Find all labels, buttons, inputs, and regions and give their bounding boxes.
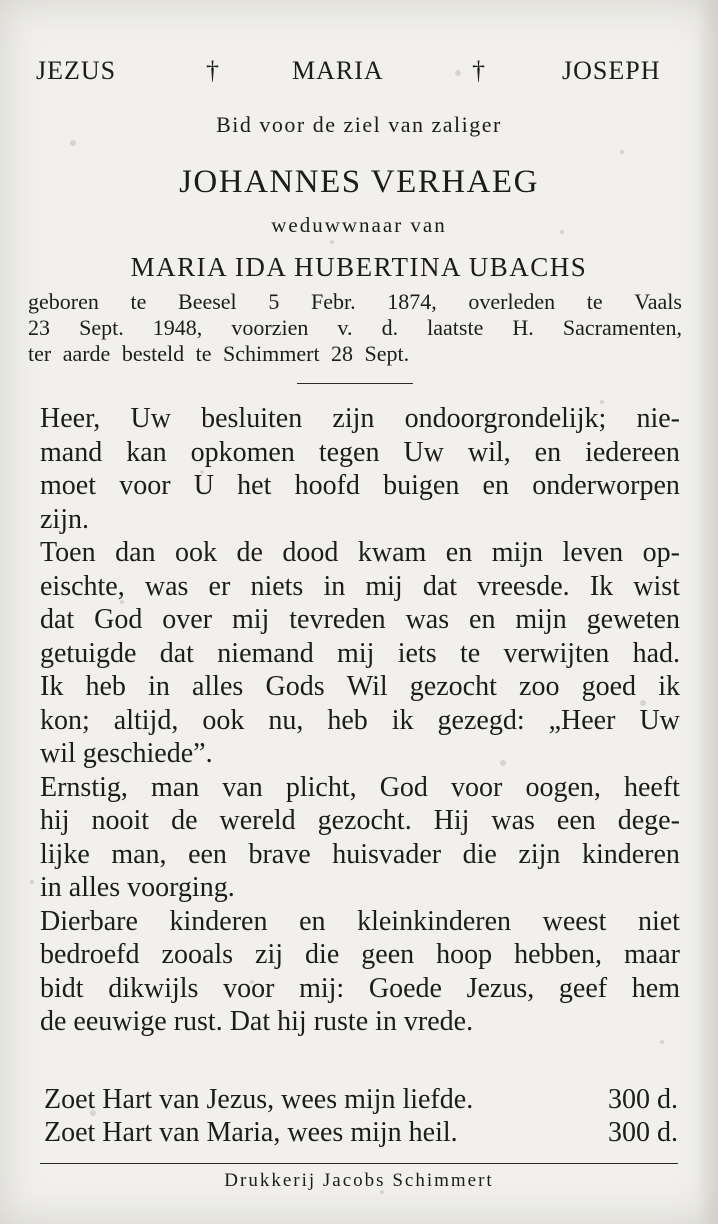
text-line: in alles voorging. <box>40 872 235 903</box>
indulgence-days: 300 d. <box>608 1117 678 1148</box>
text-line: zijn. <box>40 503 89 535</box>
paper-speck <box>500 760 506 766</box>
text-line: mand kan opkomen tegen Uw wil, en iedereen <box>40 436 680 468</box>
memorial-text <box>40 402 680 1039</box>
divider <box>297 383 413 384</box>
header-name-maria: MARIA <box>292 56 384 85</box>
prayer-request: Bid voor de ziel van zaliger <box>216 112 502 137</box>
text-line: kon; altijd, ook nu, heb ik gezegd: „Heer Uw <box>40 704 680 736</box>
text-line: Dierbare kinderen en kleinkinderen weest niet <box>40 905 680 937</box>
paper-speck <box>560 230 564 234</box>
paper-speck <box>120 600 124 604</box>
text-line: bidt dikwijls voor mij: Goede Jezus, geef hem <box>40 972 680 1004</box>
text-line: bedroefd zooals zij die geen hoop hebben, maar <box>40 939 680 970</box>
text-line: hij nooit de wereld gezocht. Hij was een dege- <box>40 805 680 836</box>
text-line: lijke man, een brave huisvader die zijn kinderen <box>40 838 680 870</box>
header-row <box>36 56 684 96</box>
prayer-text: Zoet Hart van Jezus, wees mijn liefde. <box>44 1084 474 1115</box>
deceased-name: JOHANNES VERHAEG <box>179 164 539 200</box>
paper-speck <box>600 400 604 404</box>
paper-speck <box>455 70 461 76</box>
paper-speck <box>380 1190 384 1194</box>
text-line: Ernstig, man van plicht, God voor oogen, heeft <box>40 771 680 803</box>
paper-speck <box>250 980 254 984</box>
spouse-name: MARIA IDA HUBERTINA UBACHS <box>130 252 588 282</box>
indulgence-days: 300 d. <box>608 1084 678 1115</box>
text-line: geboren te Beesel 5 Febr. 1874, overleden te Vaals <box>28 289 682 314</box>
life-dates-block <box>28 289 682 367</box>
paper-speck <box>70 140 76 146</box>
paper-speck <box>330 240 334 244</box>
text-line: ter aarde besteld te Schimmert 28 Sept. <box>28 341 410 366</box>
paper-speck <box>90 1110 96 1116</box>
indulgence-prayer <box>44 1084 680 1118</box>
header-name-joseph: JOSEPH <box>562 56 661 85</box>
text-line: dat God over mij tevreden was en mijn geweten <box>40 604 680 635</box>
text-line: Heer, Uw besluiten zijn ondoorgrondelijk; nie- <box>40 403 680 434</box>
text-line: getuigde dat niemand mij iets te verwijten had. <box>40 637 680 669</box>
paper-speck <box>620 150 624 154</box>
relation-label: weduwwnaar van <box>271 213 447 237</box>
cross-icon: † <box>206 56 220 85</box>
text-line: eischte, was er niets in mij dat vreesde. Ik wist <box>40 570 680 602</box>
indulgence-prayer <box>44 1117 680 1151</box>
text-line: Ik heb in alles Gods Wil gezocht zoo goed ik <box>40 671 680 702</box>
text-line: de eeuwige rust. Dat hij ruste in vrede. <box>40 1006 474 1037</box>
text-line: moet voor U het hoofd buigen en onderworpen <box>40 470 680 501</box>
prayer-text: Zoet Hart van Maria, wees mijn heil. <box>44 1117 458 1148</box>
paper-edge-wear <box>696 0 718 1224</box>
footer-divider <box>40 1163 678 1164</box>
paper-speck <box>30 880 34 884</box>
printer-credit: Drukkerij Jacobs Schimmert <box>224 1170 494 1191</box>
text-line: Toen dan ook de dood kwam en mijn leven op- <box>40 537 680 568</box>
paper-speck <box>660 1040 664 1044</box>
text-line: 23 Sept. 1948, voorzien v. d. laatste H. Sacramenten, <box>28 315 682 340</box>
text-line: wil geschiede”. <box>40 738 213 769</box>
paper-speck <box>640 700 646 706</box>
paper-speck <box>200 470 204 474</box>
header-name-jezus: JEZUS <box>36 56 117 85</box>
cross-icon: † <box>472 56 486 85</box>
